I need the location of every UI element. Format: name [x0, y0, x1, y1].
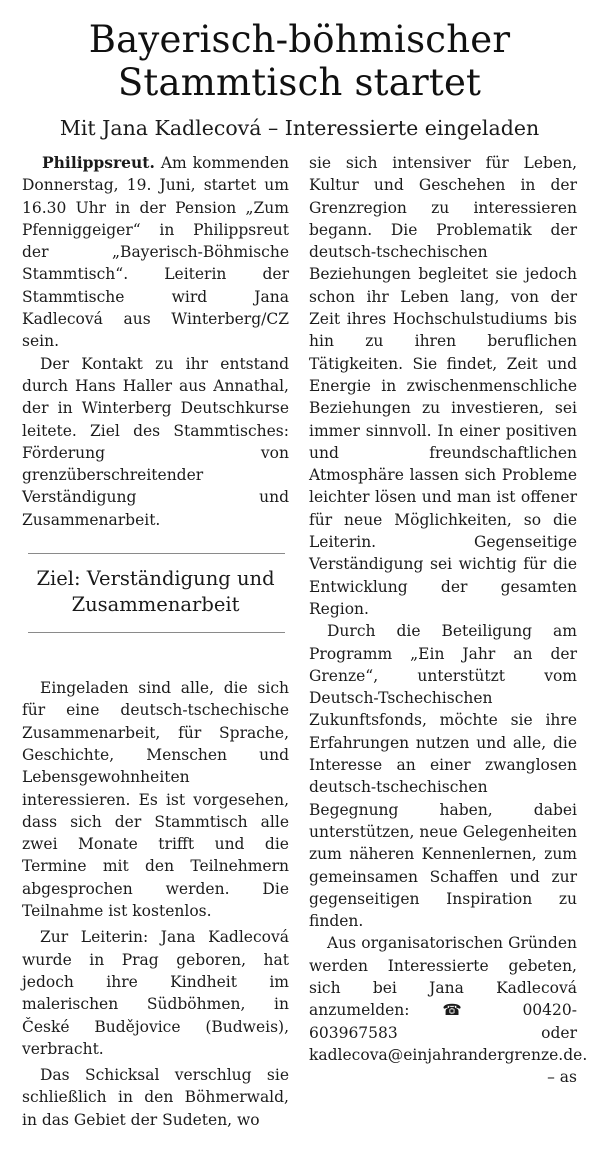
crosshead: Ziel: Verständigung und Zusammenarbeit — [36, 567, 275, 617]
headline-line-1: Bayerisch-böhmischer — [88, 18, 511, 61]
paragraph-leader: Zur Leiterin: Jana Kadlecová wurde in Prag geboren, hat jedoch ihre Kindheit im malerischen Südböhmen, in České Budějovice (Budweis), verbracht. — [22, 928, 289, 1058]
divider-top — [28, 553, 285, 554]
paragraph-invitation: Eingeladen sind alle, die sich für eine deutsch-tschechische Zusammenarbeit, für Sprache, Geschichte, Menschen und Lebensgewohnheiten interessieren. Es ist vorgesehen, dass sich der Stammtisch alle zwei Monate trifft und die Termine mit den Teilnehmern abgesprochen werden. Die Teilnahme ist kostenlos. — [22, 679, 289, 921]
headline-line-2: Stammtisch startet — [117, 61, 482, 104]
paragraph-intro-text: Am kommenden Donnerstag, 19. Juni, startet um 16.30 Uhr in der Pension „Zum Pfenniggeiger“ in Philippsreut der „Bayerisch-Böhmische Stammtisch“. Leiterin der Stammtische wird Jana Kadlecová aus Winterberg/CZ sein. — [22, 154, 289, 351]
paragraph-program: Durch die Beteiligung am Programm „Ein Jahr an der Grenze“, unterstützt vom Deutsch-Tschechischen Zukunftsfonds, möchte sie ihre Erfahrungen nutzen und alle, die Interesse an einer zwanglosen deutsch-tschechischen Begegnung haben, dabei unterstützen, neue Gelegenheiten zum näheren Kennenlernen, zum gemeinsamen Schaffen und zur gegenseitigen Inspiration zu finden. — [309, 622, 577, 931]
column-right — [309, 152, 588, 1131]
paragraph-intro — [22, 152, 289, 353]
paragraph-interest: sie sich intensiver für Leben, Kultur und Geschehen in der Grenzregion zu interessieren begann. Die Problematik der deutsch-tschechischen Beziehungen begleitet sie jedoch schon ihr Leben lang, von der Zeit ihres Hochschulstudiums bis hin zu ihren beruflichen Tätigkeiten. Sie findet, Zeit und Energie in zwischenmenschliche Beziehungen zu investieren, sei immer sinnvoll. In einer positiven und freundschaftlichen Atmosphäre lassen sich Probleme leichter lösen und man ist offener für neue Möglichkeiten, so die Leiterin. Gegenseitige Verständigung sei wichtig für die Entwicklung der gesamten Region. — [309, 154, 577, 618]
dateline: Philippsreut. — [42, 153, 155, 172]
paragraph-registration: Aus organisatorischen Gründen werden Interessierte gebeten, sich bei Jana Kadlecová anzumelden: ☎ 00420-603967583 oder kadlecova@einjahrandergrenze.de. — [309, 934, 588, 1064]
column-left — [22, 152, 289, 1131]
author-signature: – as — [547, 1068, 577, 1087]
paragraph-fate: Das Schicksal verschlug sie schließlich in den Böhmerwald, in das Gebiet der Sudeten, wo — [22, 1066, 289, 1129]
article-columns — [22, 152, 588, 1131]
paragraph-contact: Der Kontakt zu ihr entstand durch Hans Haller aus Annathal, der in Winterberg Deutschkurse leitete. Ziel des Stammtisches: Förderung von grenzüberschreitender Verständigung und Zusammenarbeit. — [22, 354, 289, 529]
headline — [22, 0, 577, 104]
subheadline: Mit Jana Kadlecová – Interessierte eingeladen — [59, 116, 540, 140]
